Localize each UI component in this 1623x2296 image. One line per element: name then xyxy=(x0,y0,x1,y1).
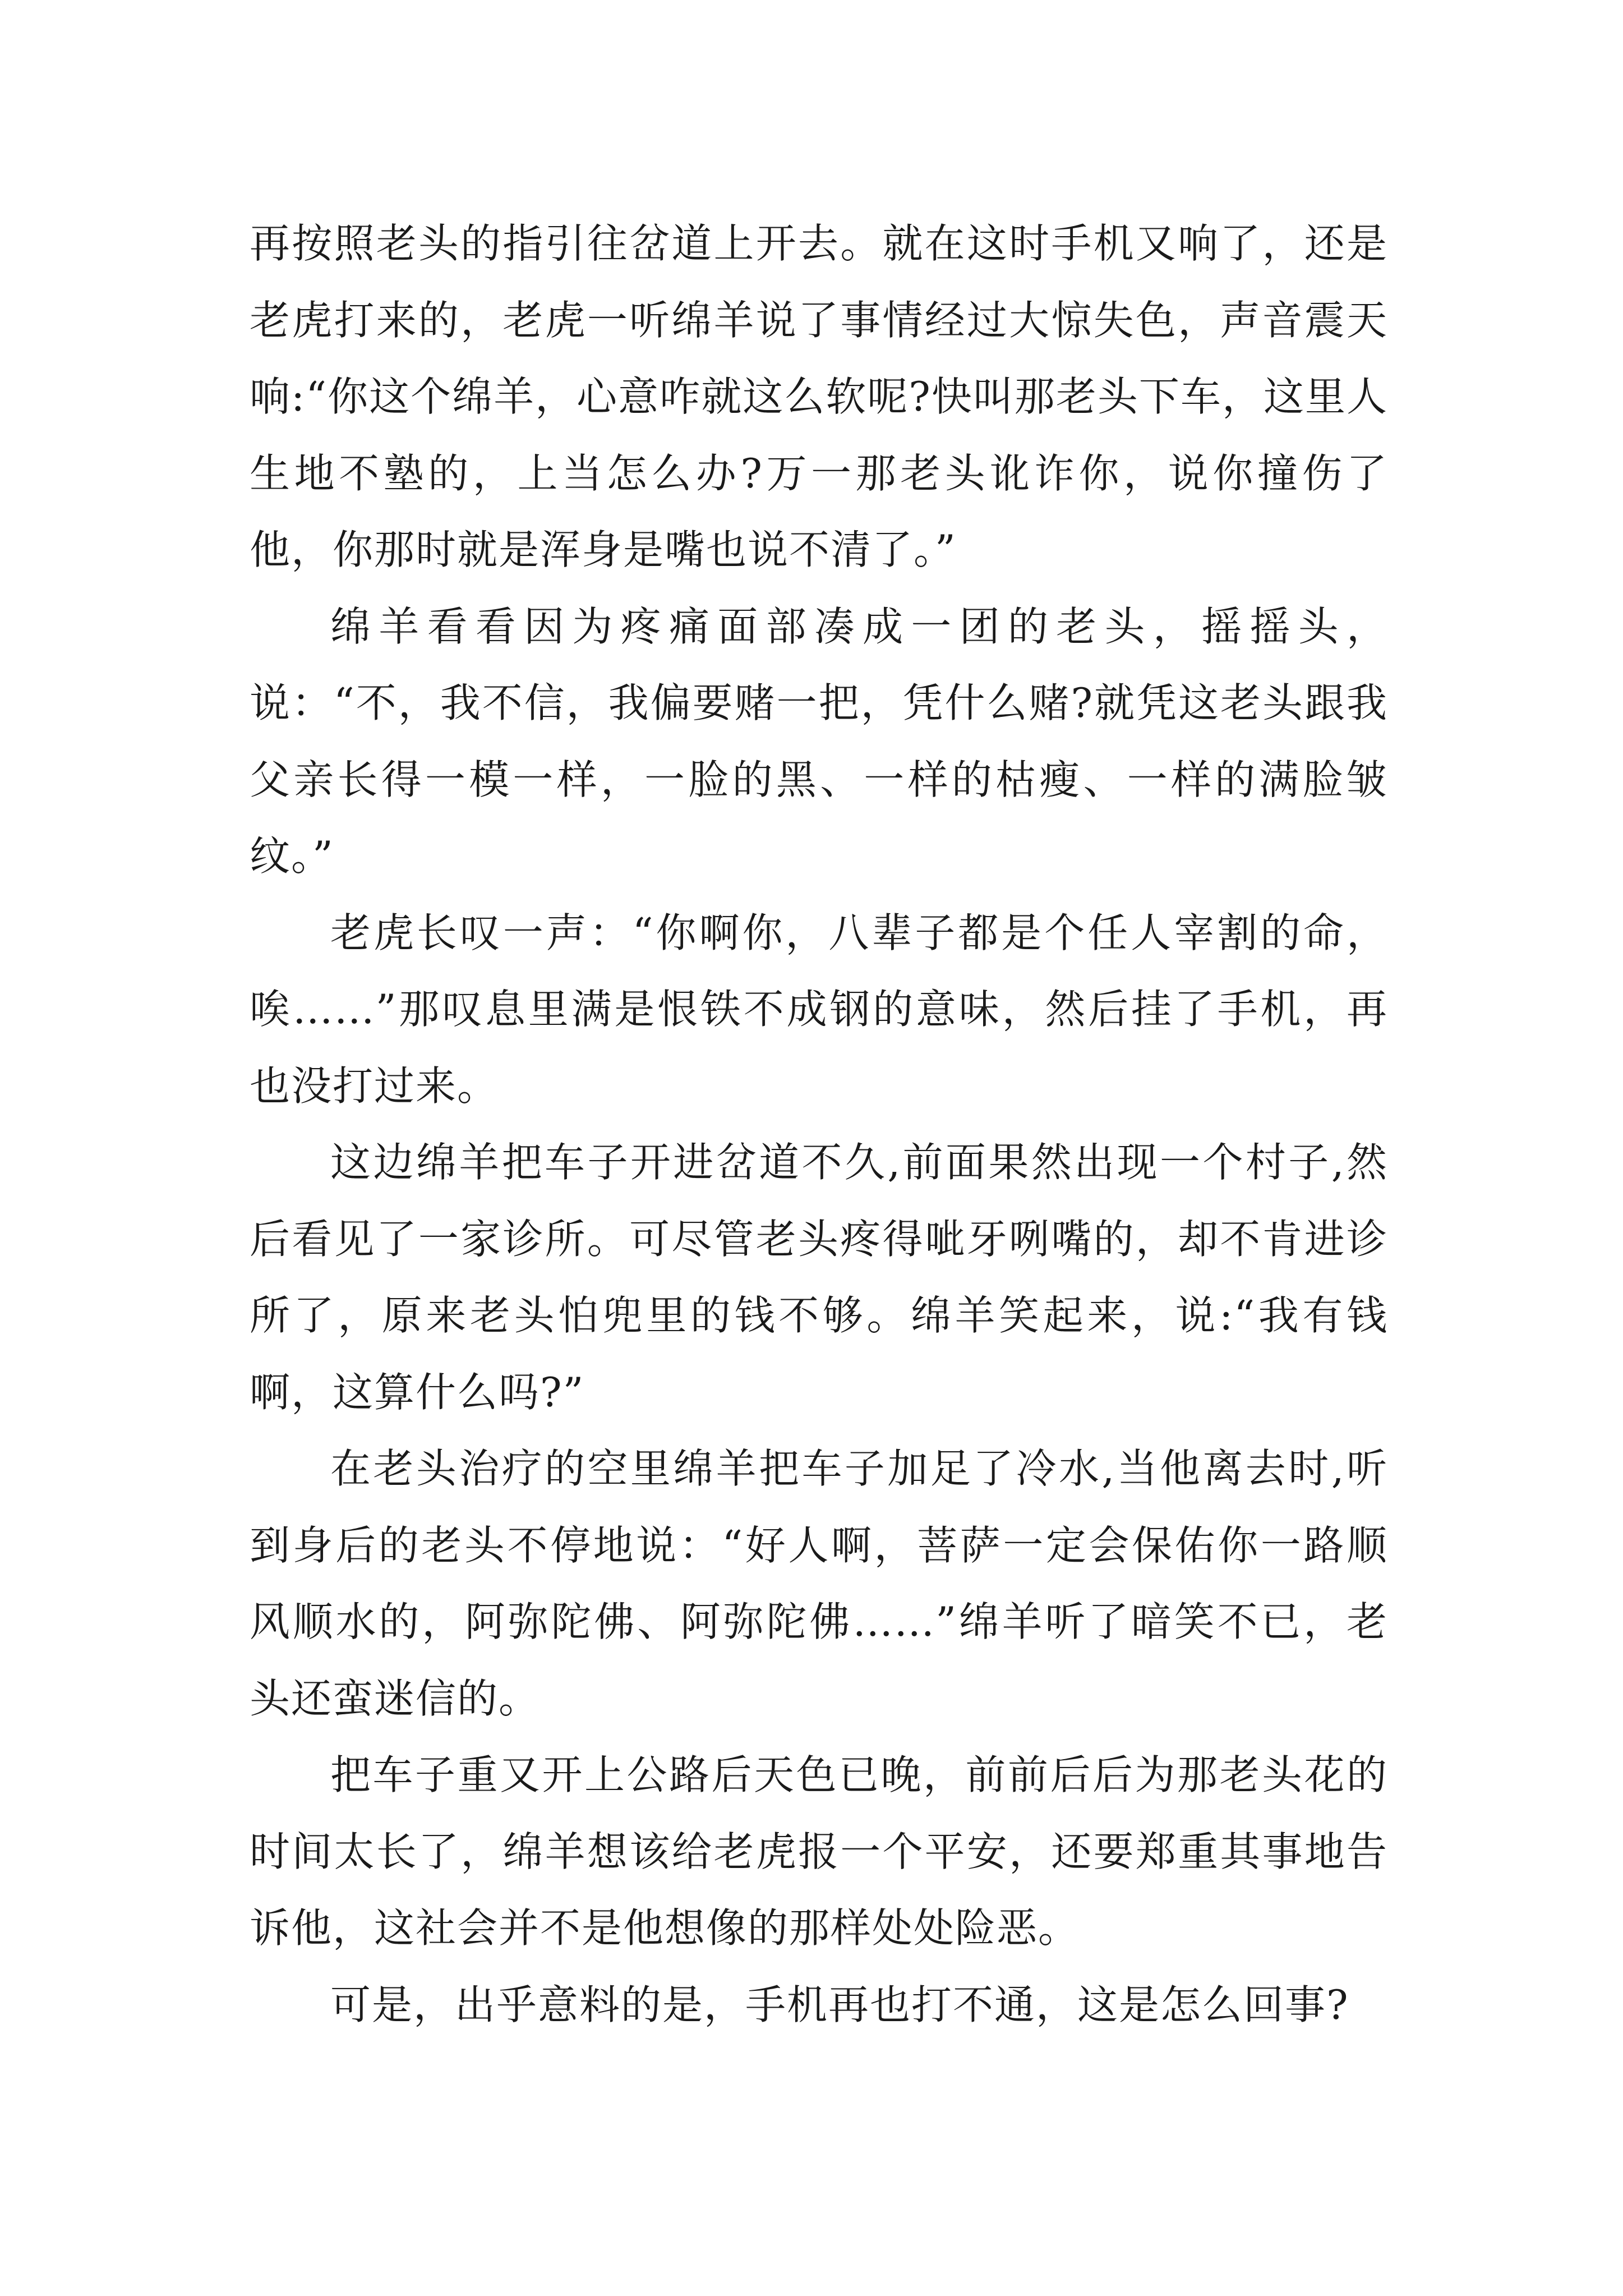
paragraph-1: 再按照老头的指引往岔道上开去。就在这时手机又响了，还是老虎打来的，老虎一听绵羊说了事情经过大惊失色，声音震天响:“你这个绵羊，心意咋就这么软呢?快叫那老头下车，这里人生地不塾的，上当怎么办?万一那老头讹诈你，说你撞伤了他，你那时就是浑身是嘴也说不清了。” xyxy=(250,220,1388,573)
body-text xyxy=(250,205,1388,2043)
paragraph-3: 老虎长叹一声：“你啊你，八辈子都是个任人宰割的命，唉……”那叹息里满是恨铁不成钢的意味，然后挂了手机，再也没打过来。 xyxy=(250,909,1388,1110)
paragraph-4: 这边绵羊把车子开进岔道不久,前面果然出现一个村子,然后看见了一家诊所。可尽管老头疼得呲牙咧嘴的，却不肯进诊所了，原来老头怕兜里的钱不够。绵羊笑起来，说:“我有钱啊，这算什么吗?” xyxy=(250,1139,1388,1416)
paragraph-6: 把车子重又开上公路后天色已晚，前前后后为那老头花的时间太长了，绵羊想该给老虎报一个平安，还要郑重其事地告诉他，这社会并不是他想像的那样处处险恶。 xyxy=(250,1751,1388,1952)
paragraph-2: 绵羊看看因为疼痛面部凑成一团的老头，摇摇头，说：“不，我不信，我偏要赌一把，凭什么赌?就凭这老头跟我父亲长得一模一样，一脸的黑、一样的枯瘦、一样的满脸皱纹。” xyxy=(250,602,1388,880)
paragraph-7: 可是，出乎意料的是，手机再也打不通，这是怎么回事? xyxy=(330,1981,1349,2028)
paragraph-5: 在老头治疗的空里绵羊把车子加足了冷水,当他离去时,听到身后的老头不停地说：“好人啊，菩萨一定会保佑你一路顺风顺水的，阿弥陀佛、阿弥陀佛……”绵羊听了暗笑不已，老头还蛮迷信的。 xyxy=(250,1445,1388,1722)
